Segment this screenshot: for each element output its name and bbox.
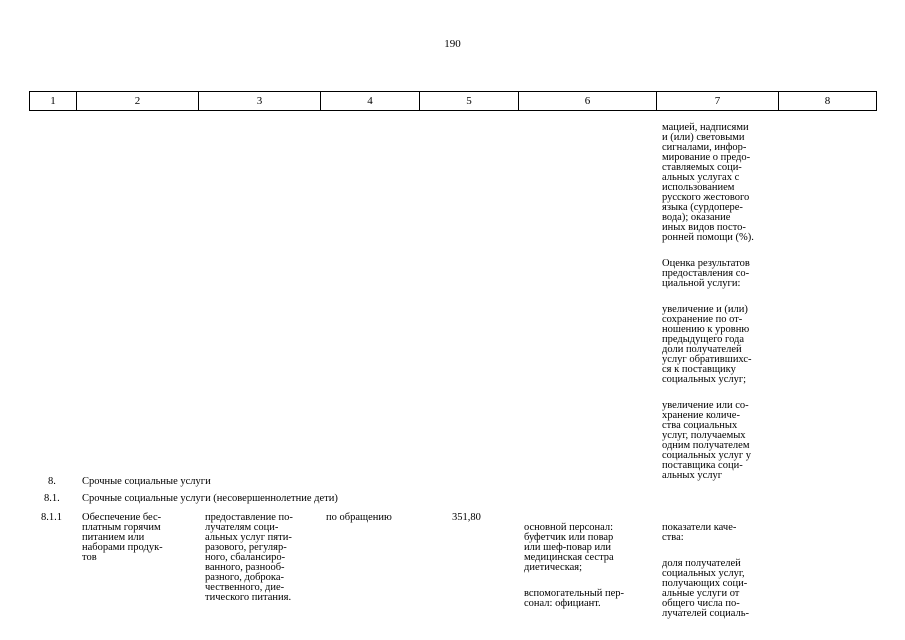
quality-text: доля получателей социальных услуг, получающих соци- альные услуги от общего числа по- лучателей социаль- <box>662 558 749 619</box>
subsection-title: Срочные социальные услуги (несовершеннолетние дети) <box>82 493 338 504</box>
section-number: 8. <box>48 476 56 487</box>
column-header-row <box>29 91 877 111</box>
column-number-7: 7 <box>657 92 779 111</box>
continuation-paragraph: мацией, надписями и (или) световыми сигналами, инфор- мирование о предо- ставляемых соци- альных услугах с использованием русского жестового языка (сурдопере- вода); оказание иных видов посто- ронней помощи (%). <box>662 122 754 243</box>
column-number-1: 1 <box>30 92 77 111</box>
staff-main: основной персонал: буфетчик или повар или шеф-повар или медицинская сестра диетическая; <box>524 522 614 573</box>
column-number-4: 4 <box>321 92 420 111</box>
column-number-3: 3 <box>199 92 321 111</box>
column-number-8: 8 <box>779 92 877 111</box>
column-number-6: 6 <box>519 92 657 111</box>
column-number-5: 5 <box>420 92 519 111</box>
quality-title: показатели каче- ства: <box>662 522 737 543</box>
section-title: Срочные социальные услуги <box>82 476 211 487</box>
subsection-number: 8.1. <box>44 493 60 504</box>
page-number: 190 <box>444 38 461 50</box>
evaluation-heading: Оценка результатов предоставления со- циальной услуги: <box>662 258 750 289</box>
staff-auxiliary: вспомогательный пер- сонал: официант. <box>524 588 625 609</box>
service-period: по обращению <box>326 512 392 523</box>
continuation-paragraph: увеличение и (или) сохранение по от- ношению к уровню предыдущего года доли получателей услуг обратившихс- ся к поставщику социальных услуг; <box>662 304 752 385</box>
service-price: 351,80 <box>452 512 481 523</box>
continuation-paragraph: увеличение или со- хранение количе- ства социальных услуг, получаемых одним получателем социальных услуг у поставщика соци- альных услуг <box>662 400 752 481</box>
continuation-cell <box>662 113 754 497</box>
quality-cell <box>662 513 749 635</box>
service-description: предоставление по- лучателям соци- альных услуг пяти- разового, регуляр- ного, сбалансиро- ванного, разнооб- разного, доброка- чественного, дие- тического питания. <box>205 512 293 603</box>
row-number: 8.1.1 <box>41 512 62 523</box>
service-name: Обеспечение бес- платным горячим питанием или наборами продук- тов <box>82 512 163 563</box>
column-number-2: 2 <box>77 92 199 111</box>
staff-cell <box>524 513 624 625</box>
